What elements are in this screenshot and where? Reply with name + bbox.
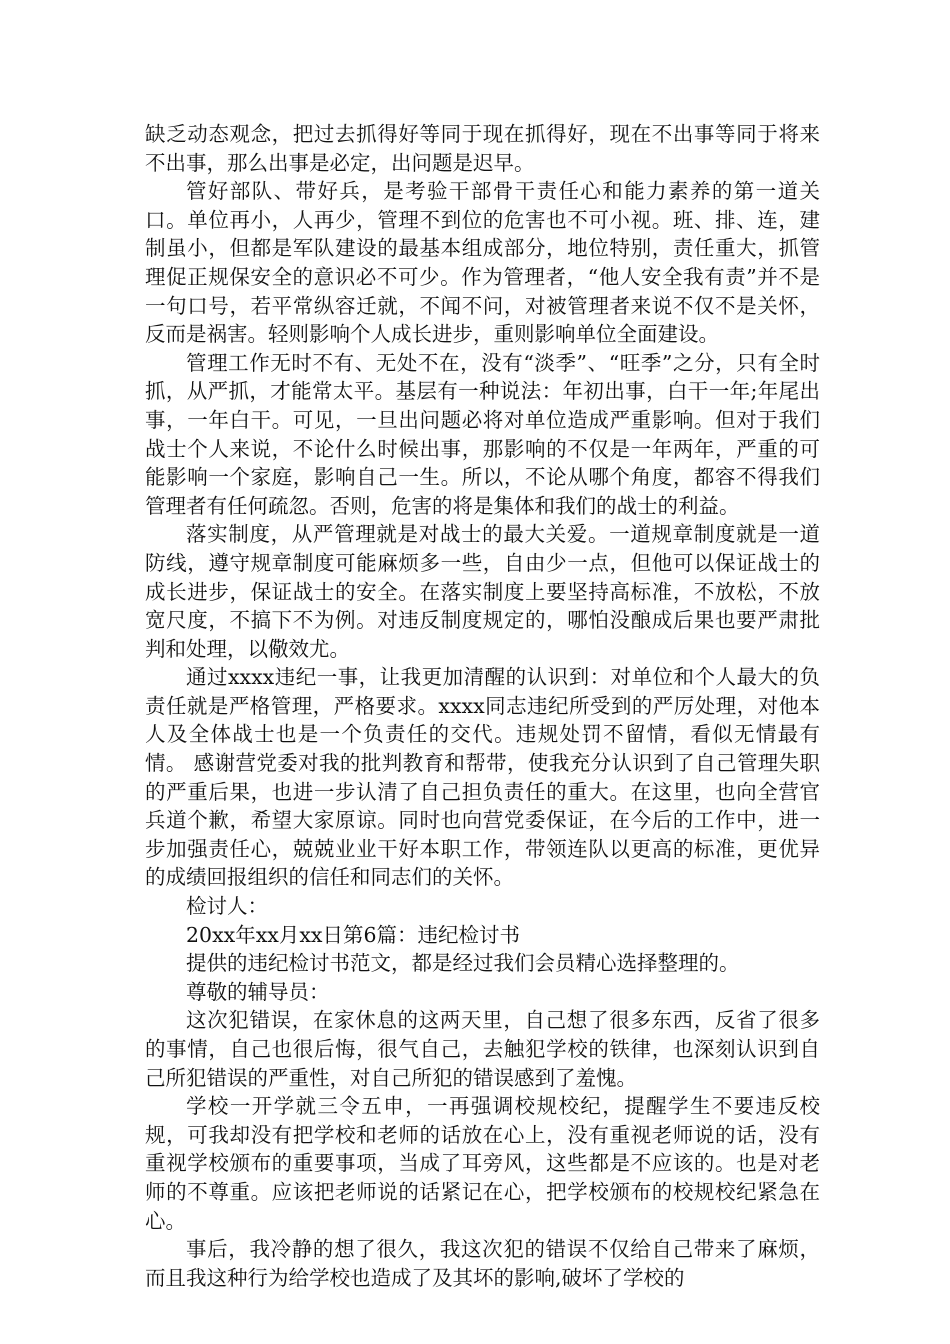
signature-line: 检讨人： <box>186 894 268 919</box>
paragraph-5: 通过xxxx违纪一事，让我更加清醒的认识到：对单位和个人最大的负责任就是严格管理，严格要求。xxxx同志违纪所受到的严厉处理，对他本人及全体战士也是一个负责任的交代。违规处罚不留情，看似无情最有情。 感谢营党委对我的批判教育和帮带，使我充分认识到了自己管理失职的严重后果，也进一步认清了自己担负责任的重大。在这里，也向全营官兵道个歉，希望大家原谅。同时也向营党委保证，在今后的工作中，进一步加强责任心，兢兢业业干好本职工作，带领连队以更高的标准，更优异的成绩回报组织的信任和同志们的关怀。 <box>145 665 820 890</box>
paragraph-4: 落实制度，从严管理就是对战士的最大关爱。一道规章制度就是一道防线，遵守规章制度可能麻烦多一些，自由少一点，但他可以保证战士的成长进步，保证战士的安全。在落实制度上要坚持高标准，不放松，不放宽尺度，不搞下不为例。对违反制度规定的，哪怕没酿成后果也要严肃批判和处理，以儆效尤。 <box>145 522 820 661</box>
salutation: 尊敬的辅导员： <box>186 979 330 1004</box>
document-body <box>145 120 820 1292</box>
paragraph-3: 管理工作无时不有、无处不在，没有“淡季”、“旺季”之分，只有全时抓，从严抓，才能常太平。基层有一种说法：年初出事，白干一年;年尾出事，一年白干。可见，一旦出问题必将对单位造成严重影响。但对于我们战士个人来说，不论什么时候出事，那影响的不仅是一年两年，严重的可能影响一个家庭，影响自己一生。所以，不论从哪个角度，都容不得我们管理者有任何疏忽。否则，危害的将是集体和我们的战士的利益。 <box>145 350 820 518</box>
paragraph-11: 学校一开学就三令五申，一再强调校规校纪，提醒学生不要违反校规，可我却没有把学校和老师的话放在心上，没有重视老师说的话，没有重视学校颁布的重要事项，当成了耳旁风，这些都是不应该的。也是对老师的不尊重。应该把老师说的话紧记在心，把学校颁布的校规校纪紧急在心。 <box>145 1094 820 1233</box>
paragraph-2: 管好部队、带好兵，是考验干部骨干责任心和能力素养的第一道关口。单位再小，人再少，管理不到位的危害也不可小视。班、排、连，建制虽小，但都是军队建设的最基本组成部分，地位特别，责任重大，抓管理促正规保安全的意识必不可少。作为管理者，“他人安全我有责”并不是一句口号，若平常纵容迁就，不闻不问，对被管理者来说不仅不是关怀，反而是祸害。轻则影响个人成长进步，重则影响单位全面建设。 <box>145 179 820 347</box>
paragraph-1: 缺乏动态观念，把过去抓得好等同于现在抓得好，现在不出事等同于将来不出事，那么出事是必定，出问题是迟早。 <box>145 122 820 175</box>
paragraph-12: 事后，我冷静的想了很久，我这次犯的错误不仅给自己带来了麻烦，而且我这种行为给学校也造成了及其坏的影响,破坏了学校的 <box>145 1237 820 1290</box>
intro-note: 提供的违纪检讨书范文，都是经过我们会员精心选择整理的。 <box>186 951 740 976</box>
date-and-section-title: 20xx年xx月xx日第6篇：违纪检讨书 <box>186 922 520 947</box>
paragraph-10: 这次犯错误，在家休息的这两天里，自己想了很多东西，反省了很多的事情，自己也很后悔，很气自己，去触犯学校的铁律，也深刻认识到自己所犯错误的严重性，对自己所犯的错误感到了羞愧。 <box>145 1008 820 1090</box>
